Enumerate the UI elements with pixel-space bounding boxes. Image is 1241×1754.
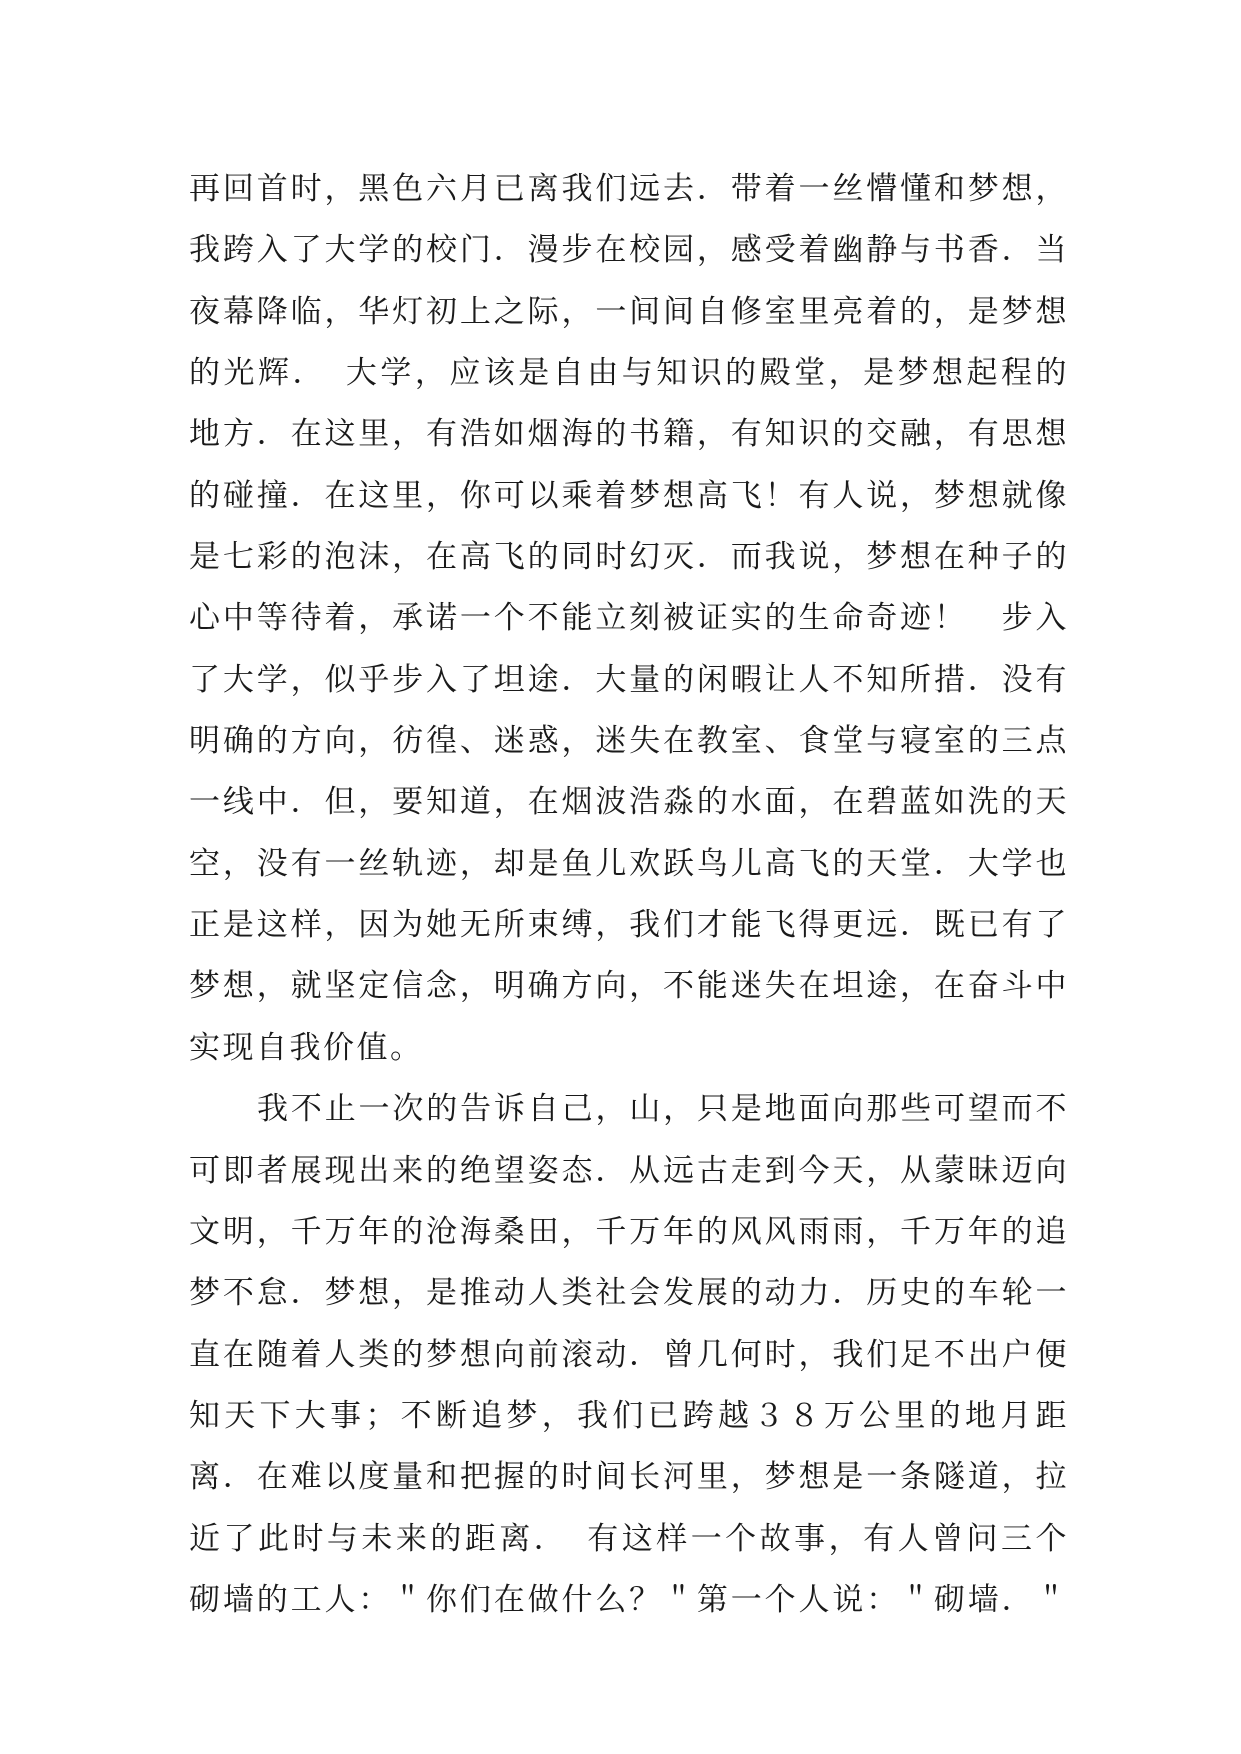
text-line: 离．在难以度量和把握的时间长河里，梦想是一条隧道，拉: [189, 1459, 1069, 1496]
text-line: 了大学，似乎步入了坦途．大量的闲暇让人不知所措．没有: [189, 661, 1069, 698]
text-line: 可即者展现出来的绝望姿态．从远古走到今天，从蒙昧迈向: [189, 1152, 1069, 1189]
text-line: 明确的方向，彷徨、迷惑，迷失在教室、食堂与寝室的三点: [189, 723, 1069, 760]
document-body: [189, 159, 1069, 1631]
text-line: 一线中．但，要知道，在烟波浩淼的水面，在碧蓝如洗的天: [189, 784, 1069, 821]
paragraph-1: [189, 159, 1069, 1079]
paragraph-2: [189, 1079, 1069, 1631]
text-line: 直在随着人类的梦想向前滚动．曾几何时，我们足不出户便: [189, 1336, 1069, 1373]
text-line: 梦想，就坚定信念，明确方向，不能迷失在坦途，在奋斗中: [189, 968, 1069, 1005]
text-line: 知天下大事；不断追梦，我们已跨越３８万公里的地月距: [189, 1397, 1069, 1434]
text-line: 砌墙的工人：＂你们在做什么？＂第一个人说：＂砌墙．＂: [189, 1581, 1069, 1618]
text-line: 心中等待着，承诺一个不能立刻被证实的生命奇迹！ 步入: [189, 600, 1069, 637]
text-line: 的碰撞．在这里，你可以乘着梦想高飞！有人说，梦想就像: [189, 477, 1069, 514]
text-line: 我跨入了大学的校门．漫步在校园，感受着幽静与书香．当: [189, 232, 1069, 269]
text-line: 文明，千万年的沧海桑田，千万年的风风雨雨，千万年的追: [189, 1213, 1069, 1250]
text-line: 实现自我价值。: [189, 1029, 424, 1066]
text-line: 正是这样，因为她无所束缚，我们才能飞得更远．既已有了: [189, 907, 1069, 944]
text-line: 是七彩的泡沫，在高飞的同时幻灭．而我说，梦想在种子的: [189, 539, 1069, 576]
text-line: 空，没有一丝轨迹，却是鱼儿欢跃鸟儿高飞的天堂．大学也: [189, 845, 1069, 882]
text-line: 再回首时，黑色六月已离我们远去．带着一丝懵懂和梦想，: [189, 171, 1069, 207]
text-line: 地方．在这里，有浩如烟海的书籍，有知识的交融，有思想: [189, 416, 1069, 453]
text-line: 夜幕降临，华灯初上之际，一间间自修室里亮着的，是梦想: [189, 293, 1069, 330]
text-line: 梦不怠．梦想，是推动人类社会发展的动力．历史的车轮一: [189, 1275, 1069, 1312]
text-line: 我不止一次的告诉自己，山，只是地面向那些可望而不: [257, 1091, 1069, 1128]
text-line: 近了此时与未来的距离． 有这样一个故事，有人曾问三个: [189, 1520, 1069, 1557]
text-line: 的光辉． 大学，应该是自由与知识的殿堂，是梦想起程的: [189, 355, 1069, 392]
